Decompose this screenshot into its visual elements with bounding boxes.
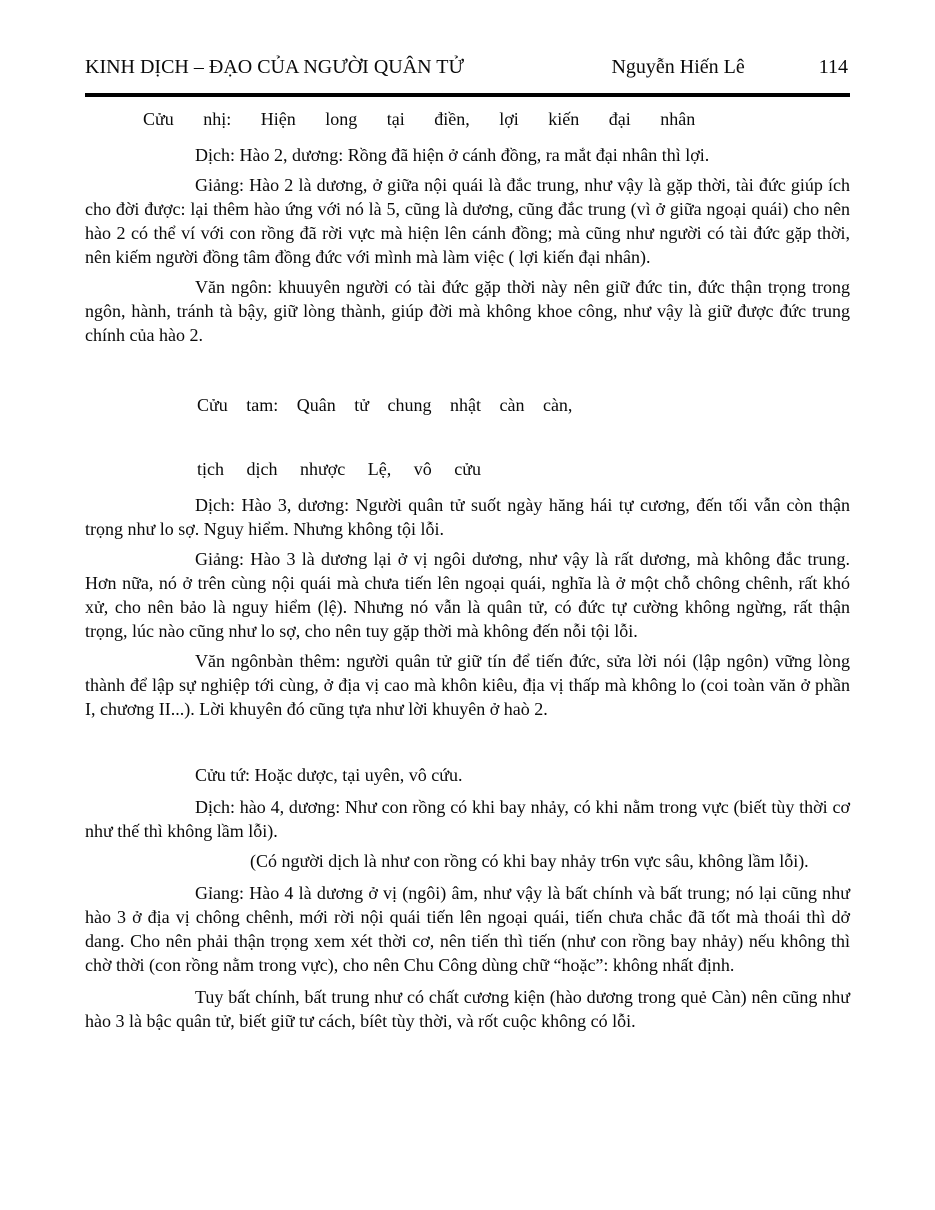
header-right-group — [611, 54, 850, 80]
verse-cuu-tu: Cửu tứ: Hoặc dược, tại uyên, vô cứu. — [195, 765, 463, 785]
verse-cuu-nhi: Cửu nhị: Hiện long tại điền, lợi kiến đại nhân — [143, 109, 696, 129]
document-body — [85, 107, 850, 1033]
header-page-number: 114 — [818, 56, 848, 78]
paragraph-dich-hao-3: Dịch: Hào 3, dương: Người quân tử suốt ngày hăng hái tự cương, đến tối vẫn còn thận trọng như lo sợ. Nguy hiểm. Nhưng không tội lỗi. — [85, 495, 850, 539]
paragraph-van-ngon-hao-2: Văn ngôn: khuuyên người có tài đức gặp thời này nên giữ đức tin, đức thận trọng trong ngôn, hành, tránh tà bậy, giữ lòng thành, giúp đời mà không khoe công, như vậy là giữ được đức trung chính của hào 2. — [85, 277, 850, 345]
paragraph-dich-hao-4: Dịch: hào 4, dương: Như con rồng có khi bay nhảy, có khi nằm trong vực (biết tùy thời cơ như thế thì không lầm lỗi). — [85, 797, 850, 841]
verse-cuu-tam-line-1: Cửu tam: Quân tử chung nhật càn càn, — [197, 395, 573, 415]
paragraph-giang-hao-3: Giảng: Hào 3 là dương lại ở vị ngôi dương, như vậy là rất dương, mà không đắc trung. Hơn nữa, nó ở trên cùng nội quái mà chưa tiến lên ngoại quái, nghĩa là ở một chỗ chông chênh, rất khó xử, cho nên bảo là nguy hiểm (lệ). Nhưng nó vẫn là quân tử, có đức tự cường không ngừng, rất thận trọng, lúc nào cũng như lo sợ, cho nên tuy gặp thời mà không đến nỗi tội lỗi. — [85, 549, 850, 641]
header-author: Nguyễn Hiến Lê — [611, 56, 745, 78]
page-header — [85, 54, 850, 97]
paragraph-giang-hao-2: Giảng: Hào 2 là dương, ở giữa nội quái là đắc trung, như vậy là gặp thời, tài đức giúp ích cho đời được: lại thêm hào ứng với nó là 5, cũng là dương, cũng đắc trung (vì ở giữa ngoại quái) cho nên hào 2 có thể ví với con rồng đã rời vực mà hiện lên cánh đồng; mà cũng như người có tài đức gặp thời, nên kiếm người đồng tâm đồng đức với mình mà làm việc ( lợi kiến đại nhân). — [85, 175, 850, 267]
paragraph-van-ngon-hao-3: Văn ngônbàn thêm: người quân tử giữ tín để tiến đức, sửa lời nói (lập ngôn) vững lòng thành để lập sự nghiệp tới cùng, ở địa vị cao mà khôn kiêu, địa vị thấp mà không lo (coi toàn văn ở phần I, chương II...). Lời khuyên đó cũng tựa như lời khuyên ở haò 2. — [85, 651, 850, 719]
header-book-title: KINH DỊCH – ĐẠO CỦA NGƯỜI QUÂN TỬ — [85, 56, 464, 78]
verse-cuu-tam-line-2: tịch dịch nhược Lệ, vô cửu — [197, 459, 481, 479]
paragraph-giang-hao-4: Gỉang: Hào 4 là dương ở vị (ngôi) âm, như vậy là bất chính và bất trung; nó lại cũng như hào 3 ở địa vị chông chênh, mới rời nội quái tiến lên ngoại quái, tiến chưa chắc đã tốt mà thoái thì dở dang. Cho nên phải thận trọng xem xét thời cơ, nên tiến thì tiến (như con rồng bay nhảy) nếu không thì chờ thời (con rồng nằm trong vực), cho nên Chu Công dùng chữ “hoặc”: không nhất định. — [85, 883, 850, 975]
paragraph-closing-hao-4: Tuy bất chính, bất trung như có chất cương kiện (hào dương trong quẻ Càn) nên cũng như hào 3 là bậc quân tử, biết giữ tư cách, bíêt tùy thời, và rốt cuộc không có lỗi. — [85, 987, 850, 1031]
paragraph-dich-hao-2: Dịch: Hào 2, dương: Rồng đã hiện ở cánh đồng, ra mắt đại nhân thì lợi. — [195, 145, 710, 165]
paragraph-note-hao-4: (Có người dịch là như con rồng có khi bay nhảy tr6n vực sâu, không lầm lỗi). — [250, 851, 809, 871]
